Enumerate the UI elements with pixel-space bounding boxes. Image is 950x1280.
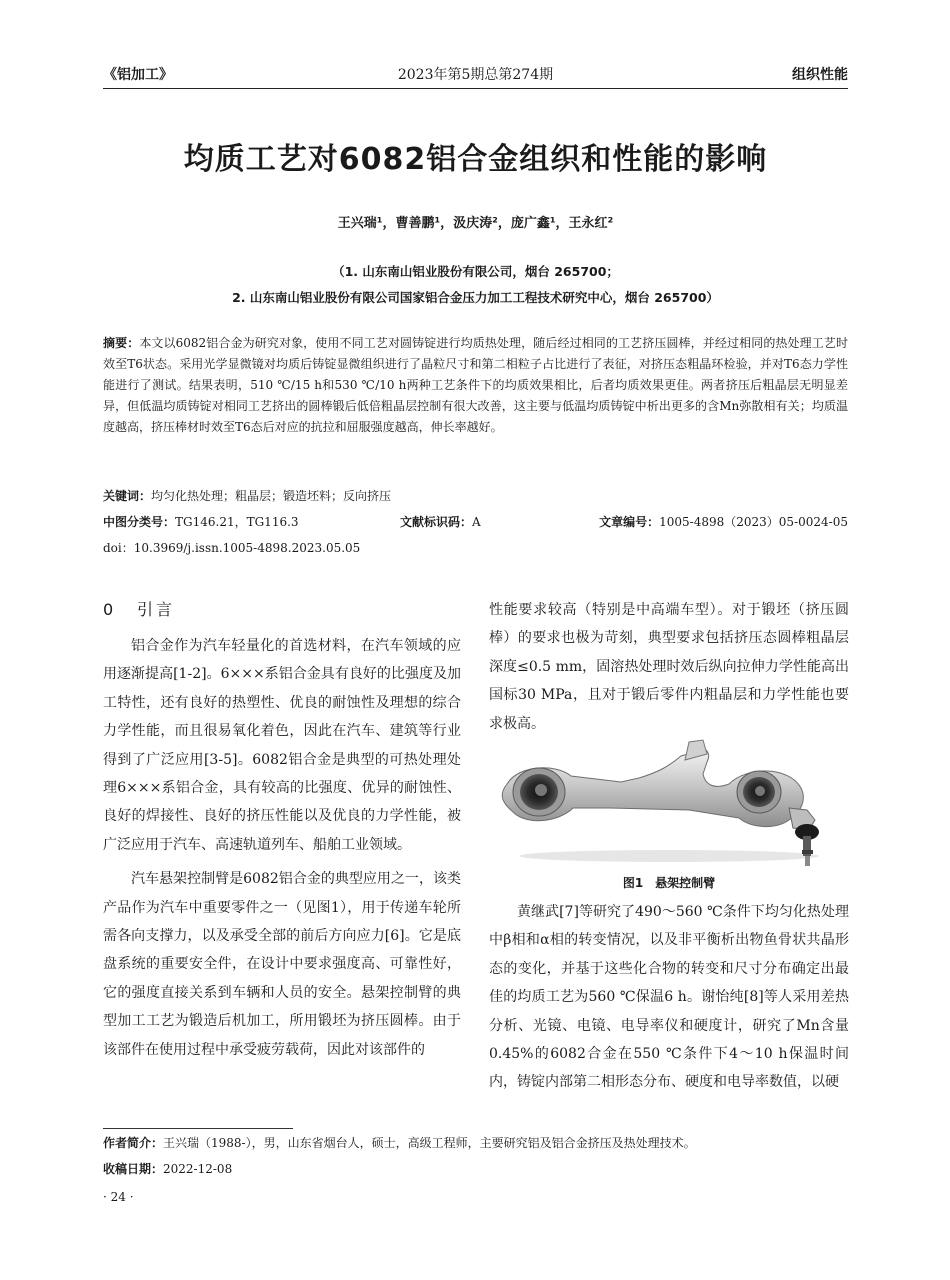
paragraph-3: 性能要求较高（特别是中高端车型）。对于锻坯（挤压圆棒）的要求也极为苛刻，典型要求包括挤压态圆棒粗晶层深度≤0.5 mm，固溶热处理时效后纵向拉伸力学性能高出国标30 MPa，且对于锻后零件内粗晶层和力学性能也要求极高。 — [489, 602, 849, 732]
control-arm-image — [489, 738, 849, 870]
abstract-label: 摘要： — [103, 336, 140, 350]
author-bio — [103, 1134, 848, 1152]
right-column-top — [489, 596, 849, 738]
running-header — [103, 66, 848, 89]
left-column — [103, 596, 461, 1064]
article-number-value: 1005-4898（2023）05-0024-05 — [659, 515, 848, 529]
clc-value: TG146.21，TG116.3 — [175, 515, 299, 529]
article-number-label: 文章编号： — [599, 515, 660, 529]
doc-code-label: 文献标识码： — [400, 515, 473, 529]
abstract-text: 本文以6082铝合金为研究对象，使用不同工艺对圆铸锭进行均质热处理，随后经过相同的工艺挤压圆棒，并经过相同的热处理工艺时效至T6状态。采用光学显微镜对均质后铸锭显微组织进行了晶粒尺寸和第二相粒子占比进行了表征，对挤压态粗晶环检验，并对T6态力学性能进行了测试。结果表明，510 ℃/15 h和530 ℃/10 h两种工艺条件下的均质效果相比，后者均质效果更佳。两者挤压后粗晶层无明显差异，但低温均质铸锭对相同工艺挤出的圆棒锻后低倍粗晶层控制有很大改善，这主要与低温均质铸锭中析出更多的含Mn弥散相有关；均质温度越高，挤压棒材时效至T6态后对应的抗拉和屈服强度越高，伸长率越好。 — [103, 336, 848, 434]
doc-code-value: A — [472, 515, 481, 529]
section-number: 0 — [103, 600, 117, 619]
right-column-bottom — [489, 898, 849, 1097]
footnote-divider — [103, 1128, 293, 1129]
section-name: 组织性能 — [792, 67, 848, 83]
affiliation-1: （1. 山东南山铝业股份有限公司，烟台 265700； — [332, 264, 619, 279]
issue-info: 2023年第5期总第274期 — [397, 67, 554, 83]
author-list: 王兴瑞¹，曹善鹏¹，汲庆涛²，庞广鑫¹，王永红² — [337, 216, 614, 231]
received-date — [103, 1160, 848, 1178]
received-date-value: 2022-12-08 — [163, 1162, 233, 1176]
journal-name: 《铝加工》 — [103, 67, 173, 83]
clc-label: 中图分类号： — [103, 515, 176, 529]
classification-row — [103, 512, 848, 532]
document-code — [400, 512, 481, 532]
paragraph-4: 黄继武[7]等研究了490～560 ℃条件下均匀化热处理中β相和α相的转变情况，以及非平衡析出物鱼骨状共晶形态的变化，并基于这些化合物的转变和尺寸分布确定出最佳的均质工艺为560 ℃保温6 h。谢怡纯[8]等人采用差热分析、光镜、电镜、电导率仪和硬度计，研究了Mn含量0.45%的6082合金在550 ℃条件下4～10 h保温时间内，铸锭内部第二相形态分布、硬度和电导率数值，以硬 — [489, 904, 849, 1091]
section-title: 引言 — [137, 600, 176, 619]
clc-number — [103, 512, 299, 532]
doi: doi：10.3969/j.issn.1005-4898.2023.05.05 — [103, 541, 361, 555]
article-title: 均质工艺对6082铝合金组织和性能的影响 — [183, 142, 768, 177]
author-bio-label: 作者简介： — [103, 1136, 164, 1150]
affiliation-2: 2. 山东南山铝业股份有限公司国家铝合金压力加工工程技术研究中心，烟台 265700） — [232, 290, 719, 305]
paragraph-1: 铝合金作为汽车轻量化的首选材料，在汽车领域的应用逐渐提高[1-2]。6×××系铝合金具有良好的比强度及加工特性，还有良好的热塑性、优良的耐蚀性及理想的综合力学性能，而且很易氧化着色，因此在汽车、建筑等行业得到了广泛应用[3-5]。6082铝合金是典型的可热处理处理6×××系铝合金，具有较高的比强度、优异的耐蚀性、良好的焊接性、良好的挤压性能以及优良的力学性能，被广泛应用于汽车、高速轨道列车、船舶工业领域。 — [103, 638, 461, 853]
keywords-label: 关键词： — [103, 489, 152, 503]
figure-1 — [489, 738, 849, 898]
keywords — [103, 486, 848, 506]
keywords-text: 均匀化热处理；粗晶层；锻造坯料；反向挤压 — [151, 489, 392, 503]
paragraph-2: 汽车悬架控制臂是6082铝合金的典型应用之一，该类产品作为汽车中重要零件之一（见图1），用于传递车轮所需各向支撑力，以及承受全部的前后方向应力[6]。它是底盘系统的重要安全件，在设计中要求强度高、可靠性好，它的强度直接关系到车辆和人员的安全。悬架控制臂的典型加工工艺为锻造后机加工，所用锻坯为挤压圆棒。由于该部件在使用过程中承受疲劳载荷，因此对该部件的 — [103, 871, 461, 1058]
section-heading — [103, 596, 461, 624]
page-number: · 24 · — [103, 1190, 134, 1204]
figure-caption: 图1 悬架控制臂 — [622, 876, 716, 890]
received-date-label: 收稿日期： — [103, 1162, 164, 1176]
article-number — [599, 512, 848, 532]
abstract — [103, 333, 848, 438]
author-bio-text: 王兴瑞（1988-），男，山东省烟台人，硕士，高级工程师，主要研究铝及铝合金挤压及热处理技术。 — [163, 1136, 696, 1150]
